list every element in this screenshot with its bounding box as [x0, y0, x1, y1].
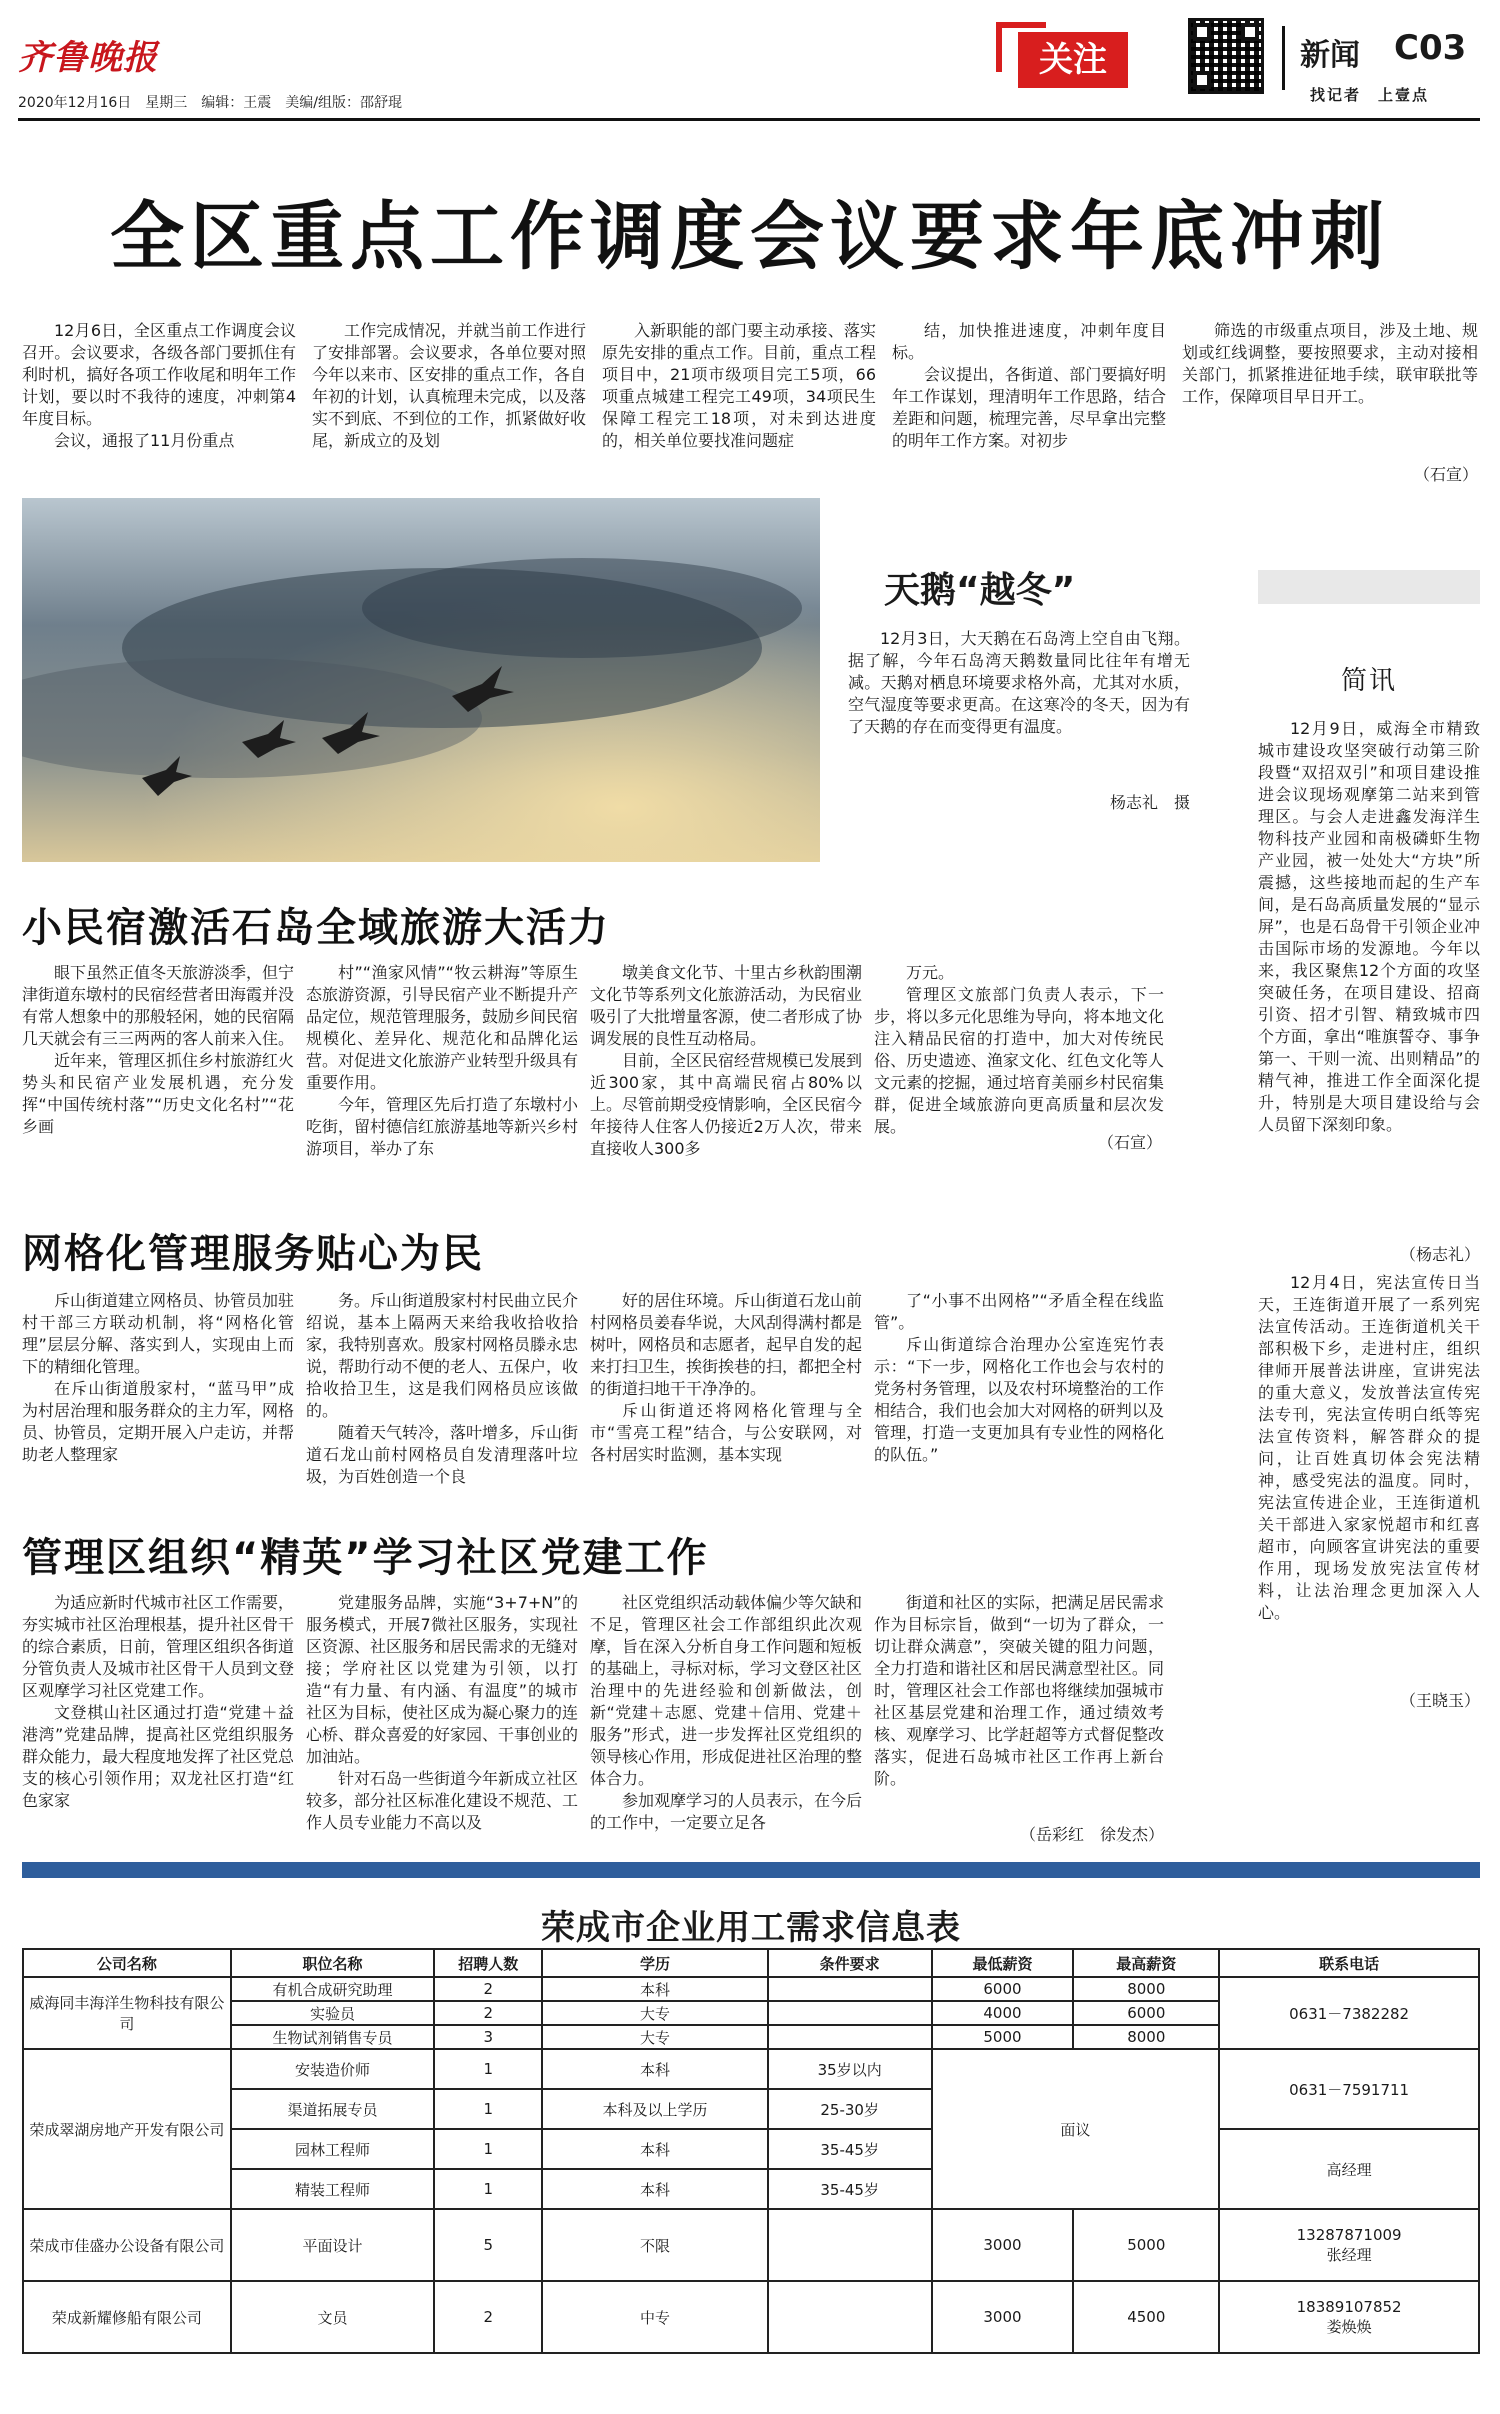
party-col-3: 社区党组织活动载体偏少等欠缺和不足，管理区社会工作部组织此次观摩，旨在深入分析自身工作问题和短板的基础上，寻标对标，学习文登区社区治理中的先进经验和创新做法，创新“党建＋志愿、党建＋信用、党建＋服务”形式，进一步发挥社区党组织的领导核心作用，形成促进社区治理的整体合力。 参加观摩学习的人员表示，在今后的工作中，一定要立足各	[590, 1593, 863, 1832]
lead-col-1: 12月6日，全区重点工作调度会议召开。会议要求，各级各部门要抓住有利时机，搞好各项工作收尾和明年工作计划，要以时不我待的速度，冲刺第4年度目标。 会议，通报了11月份重点	[22, 321, 296, 450]
table-cell: 8000	[1073, 2025, 1219, 2049]
table-cell: 2	[434, 2001, 542, 2025]
lead-col-2: 工作完成情况，并就当前工作进行了安排部署。会议要求，各单位要对照今年以来市、区安排的重点工作，各自年初的计划，认真梳理未完成，以及落实不到底、不到位的工作，抓紧做好收尾，新成立的及划	[312, 321, 586, 450]
party-col-4: 街道和社区的实际，把满足居民需求作为目标宗旨，做到“一切为了群众，一切让群众满意”，突破关键的阻力问题，全力打造和谐社区和居民满意型社区。同时，管理区社会工作部也将继续加强城市社区基层党建和治理工作，通过绩效考核、观摩学习、比学赶超等方式督促整改落实，促进石岛城市社区工作再上新台阶。	[874, 1593, 1164, 1788]
table-cell: 职位名称	[231, 1949, 435, 1977]
lead-col-3: 入新职能的部门要主动承接、落实原先安排的重点工作。目前，重点工程项目中，21项市级项目完工5项，66项重点城建工程完工49项，34项民生保障工程完工18项，对未到达进度的，相关单位要找准问题症	[602, 321, 876, 450]
table-cell	[768, 2001, 932, 2025]
table-cell: 不限	[542, 2209, 768, 2281]
table-cell: 公司名称	[23, 1949, 231, 1977]
table-cell: 精装工程师	[231, 2169, 435, 2209]
table-row	[23, 2129, 1479, 2169]
table-cell: 安装造价师	[231, 2049, 435, 2089]
reporter-slogan: 找记者 上壹点	[1310, 86, 1430, 104]
table-cell: 1	[434, 2129, 542, 2169]
lead-col-4: 结，加快推进速度，冲刺年度目标。 会议提出，各街道、部门要搞好明年工作谋划，理清明年工作思路，结合差距和问题，梳理完善，尽早拿出完整的明年工作方案。对初步	[892, 321, 1166, 450]
table-cell: 渠道拓展专员	[231, 2089, 435, 2129]
table-cell: 园林工程师	[231, 2129, 435, 2169]
homestay-headline: 小民宿激活石岛全域旅游大活力	[22, 905, 610, 951]
homestay-byline: （石宣）	[1097, 1133, 1162, 1152]
table-cell: 本科	[542, 1977, 768, 2001]
party-col-1: 为适应新时代城市社区工作需要，夯实城市社区治理根基，提升社区骨干的综合素质，日前，管理区组织各街道分管负责人及城市社区骨干人员到文登区观摩学习社区党建工作。 文登棋山社区通过打造“党建＋益港湾”党建品牌，提高社区党组织服务群众能力，最大程度地发挥了社区党总支的核心引领作用；双龙社区打造“红色家家	[22, 1593, 295, 1810]
table-cell: 1	[434, 2089, 542, 2129]
grid-col-4: 了“小事不出网格”“矛盾全程在线监管”。 斥山街道综合治理办公室连宪竹表示：“下一步，网格化工作也会与农村的党务村务管理，以及农村环境整治的工作相结合，我们也会加大对网格的研判以及管理，打造一支更加具有专业性的网格化的队伍。”	[874, 1291, 1164, 1464]
table-cell: 13287871009 张经理	[1219, 2209, 1479, 2281]
top-rule	[18, 118, 1480, 121]
table-cell: 本科	[542, 2049, 768, 2089]
table-cell: 6000	[1073, 2001, 1219, 2025]
section-name: 新闻	[1300, 38, 1360, 73]
table-cell: 0631－7382282	[1219, 1977, 1479, 2049]
table-cell	[768, 2025, 932, 2049]
lead-byline: （石宣）	[1413, 465, 1478, 484]
party-headline: 管理区组织“精英”学习社区党建工作	[22, 1535, 709, 1581]
table-cell: 平面设计	[231, 2209, 435, 2281]
table-cell: 面议	[932, 2049, 1220, 2209]
table-cell: 荣成市佳盛办公设备有限公司	[23, 2209, 231, 2281]
focus-badge: 关注	[996, 22, 1144, 98]
swan-photo	[22, 498, 820, 862]
table-cell: 2	[434, 1977, 542, 2001]
swan-caption-title: 天鹅“越冬”	[884, 570, 1076, 611]
brief-item-2: 12月4日，宪法宣传日当天，王连街道开展了一系列宪法宣传活动。王连街道机关干部积极下乡，走进村庄，组织律师开展普法讲座，宣讲宪法的重大意义，发放普法宣传宪法专刊，宪法宣传明白纸等宪法宣传资料，解答群众的提问，让百姓真切体会宪法精神，感受宪法的温度。同时，宪法宣传进企业，王连街道机关干部进入家家悦超市和红喜超市，向顾客宣讲宪法的重要作用，现场发放宪法宣传材料，让法治理念更加深入人心。	[1258, 1273, 1480, 1622]
brief-item-1: 12月9日，威海全市精致城市建设攻坚突破行动第三阶段暨“双招双引”和项目建设推进会议现场观摩第二站来到管理区。与会人走进鑫发海洋生物科技产业园和南极磷虾生物产业园，被一处处大“方块”所震撼，这些接地而起的生产车间，是石岛高质量发展的“显示屏”，也是石岛骨干引领企业冲击国际市场的发源地。今年以来，我区聚焦12个方面的攻坚突破任务，在项目建设、招商引资、招才引智、精致城市四个方面，拿出“唯旗誓夺、事争第一、干则一流、出则精品”的精气神，推进工作全面深化提升，特别是大项目建设给与会人员留下深刻印象。	[1258, 719, 1480, 1134]
table-cell: 招聘人数	[434, 1949, 542, 1977]
table-cell: 最高薪资	[1073, 1949, 1219, 1977]
jobs-table	[22, 1948, 1480, 2354]
sidebar-header-bar	[1258, 570, 1480, 604]
table-cell: 6000	[932, 1977, 1074, 2001]
table-header-row	[23, 1949, 1479, 1977]
homestay-col-3: 墩美食文化节、十里古乡秋韵围潮文化节等系列文化旅游活动，为民宿业吸引了大批增量客源，使二者形成了协调发展的良性互动格局。 目前，全区民宿经营规模已发展到近300家，其中高端民宿占80%以上。尽管前期受疫情影响，全区民宿今年接待人住客人仍接近2万人次，带来直接收人300多	[590, 963, 863, 1158]
party-col-2: 党建服务品牌，实施“3+7+N”的服务模式，开展7微社区服务，实现社区资源、社区服务和居民需求的无缝对接；学府社区以党建为引领，以打造“有力量、有内涵、有温度”的城市社区为目标，使社区成为凝心聚力的连心桥、群众喜爱的好家园、干事创业的加油站。 针对石岛一些街道今年新成立社区较多，部分社区标准化建设不规范、工作人员专业能力不高以及	[306, 1593, 579, 1832]
table-cell: 大专	[542, 2025, 768, 2049]
grid-col-2: 务。斥山街道殷家村村民曲立民介绍说，基本上隔两天来给我收拾收拾家，我特别喜欢。殷家村网格员滕永忠说，帮助行动不便的老人、五保户，收拾收拾卫生，这是我们网格员应该做的。 随着天气转冷，落叶增多，斥山街道石龙山前村网格员自发清理落叶垃圾，为百姓创造一个良	[306, 1291, 579, 1486]
brief-item-1-byline: （杨志礼）	[1399, 1245, 1480, 1264]
grid-col-1: 斥山街道建立网格员、协管员加驻村干部三方联动机制，将“网格化管理”层层分解、落实到人，实现由上而下的精细化管理。 在斥山街道殷家村，“蓝马甲”成为村居治理和服务群众的主力军，网格员、协管员，定期开展入户走访，并帮助老人整理家	[22, 1291, 295, 1464]
swan-photo-credit: 杨志礼 摄	[1109, 793, 1190, 812]
grid-col-3: 好的居住环境。斥山街道石龙山前村网格员姜春华说，大风刮得满村都是树叶，网格员和志愿者，起早自发的起来打扫卫生，挨街挨巷的扫，都把全村的街道扫地干干净净的。 斥山街道还将网格化管理与全市“雪亮工程”结合，与公安联网，对各村居实时监测，基本实现	[590, 1291, 863, 1464]
table-cell: 3000	[932, 2281, 1074, 2353]
table-row	[23, 2281, 1479, 2353]
table-row	[23, 1977, 1479, 2001]
table-cell: 0631－7591711	[1219, 2049, 1479, 2129]
table-cell: 18389107852 娄焕焕	[1219, 2281, 1479, 2353]
homestay-col-4: 万元。 管理区文旅部门负责人表示，下一步，将以多元化思维为导向，将本地文化注入精品民宿的打造中，加大对传统民俗、历史遗迹、渔家文化、红色文化等人文元素的挖掘，通过培育美丽乡村民宿集群，促进全域旅游向更高质量和层次发展。	[874, 963, 1164, 1136]
qr-code-icon	[1188, 18, 1264, 94]
table-cell: 1	[434, 2049, 542, 2089]
table-top-band	[22, 1862, 1480, 1878]
table-cell: 2	[434, 2281, 542, 2353]
table-cell: 本科	[542, 2169, 768, 2209]
table-cell: 3000	[932, 2209, 1074, 2281]
table-cell: 荣成翠湖房地产开发有限公司	[23, 2049, 231, 2209]
brief-title: 简讯	[1340, 666, 1397, 696]
table-cell: 25-30岁	[768, 2089, 932, 2129]
homestay-col-1: 眼下虽然正值冬天旅游淡季，但宁津街道东墩村的民宿经营者田海霞并没有常人想象中的那般轻闲，她的民宿隔几天就会有三三两两的客人前来入住。 近年来，管理区抓住乡村旅游红火势头和民宿产业发展机遇，充分发挥“中国传统村落”“历史文化名村”“花乡画	[22, 963, 295, 1136]
table-cell: 4000	[932, 2001, 1074, 2025]
table-cell: 文员	[231, 2281, 435, 2353]
table-row	[23, 2209, 1479, 2281]
table-cell: 4500	[1073, 2281, 1219, 2353]
table-cell: 生物试剂销售专员	[231, 2025, 435, 2049]
jobs-table-title: 荣成市企业用工需求信息表	[541, 1908, 961, 1948]
dateline: 2020年12月16日 星期三 编辑：王震 美编/组版：邵舒琨	[18, 95, 402, 111]
grid-headline: 网格化管理服务贴心为民	[22, 1231, 484, 1277]
table-cell	[768, 1977, 932, 2001]
table-cell: 中专	[542, 2281, 768, 2353]
lead-col-5: 筛选的市级重点项目，涉及土地、规划或红线调整，要按照要求，主动对接相关部门，抓紧推进征地手续，联审联批等工作，保障项目早日开工。	[1182, 321, 1478, 406]
table-cell: 高经理	[1219, 2129, 1479, 2209]
swan-caption-text: 12月3日，大天鹅在石岛湾上空自由飞翔。据了解，今年石岛湾天鹅数量同比往年有增无减。天鹅对栖息环境要求格外高，尤其对水质，空气湿度等要求更高。在这寒冷的冬天，因为有了天鹅的存在而变得更有温度。	[848, 629, 1190, 736]
table-cell: 荣成新耀修船有限公司	[23, 2281, 231, 2353]
brief-item-2-byline: （王晓玉）	[1399, 1691, 1480, 1710]
table-cell: 条件要求	[768, 1949, 932, 1977]
table-cell: 大专	[542, 2001, 768, 2025]
table-cell: 学历	[542, 1949, 768, 1977]
table-cell: 联系电话	[1219, 1949, 1479, 1977]
table-cell: 35-45岁	[768, 2129, 932, 2169]
table-cell: 5000	[932, 2025, 1074, 2049]
table-cell: 35岁以内	[768, 2049, 932, 2089]
table-cell	[768, 2209, 932, 2281]
page-number: C03	[1394, 28, 1467, 68]
table-cell: 本科及以上学历	[542, 2089, 768, 2129]
homestay-col-2: 村”“渔家风情”“牧云耕海”等原生态旅游资源，引导民宿产业不断提升产品定位，规范管理服务，鼓励乡间民宿规模化、差异化、规范化和品牌化运营。对促进文化旅游产业转型升级具有重要作用。 今年，管理区先后打造了东墩村小吃街，留村德信红旅游基地等新兴乡村游项目，举办了东	[306, 963, 579, 1158]
party-byline: （岳彩红 徐发杰）	[1019, 1825, 1164, 1844]
table-row	[23, 2049, 1479, 2089]
table-cell: 35-45岁	[768, 2169, 932, 2209]
table-cell: 威海同丰海洋生物科技有限公司	[23, 1977, 231, 2049]
table-cell: 8000	[1073, 1977, 1219, 2001]
table-cell: 实验员	[231, 2001, 435, 2025]
lead-headline: 全区重点工作调度会议要求年底冲刺	[110, 194, 1390, 280]
table-cell: 本科	[542, 2129, 768, 2169]
table-cell	[768, 2281, 932, 2353]
table-cell: 5000	[1073, 2209, 1219, 2281]
newspaper-logo: 齐鲁晚报	[18, 38, 158, 78]
table-cell: 3	[434, 2025, 542, 2049]
table-cell: 1	[434, 2169, 542, 2209]
table-cell: 最低薪资	[932, 1949, 1074, 1977]
table-cell: 有机合成研究助理	[231, 1977, 435, 2001]
table-cell: 5	[434, 2209, 542, 2281]
